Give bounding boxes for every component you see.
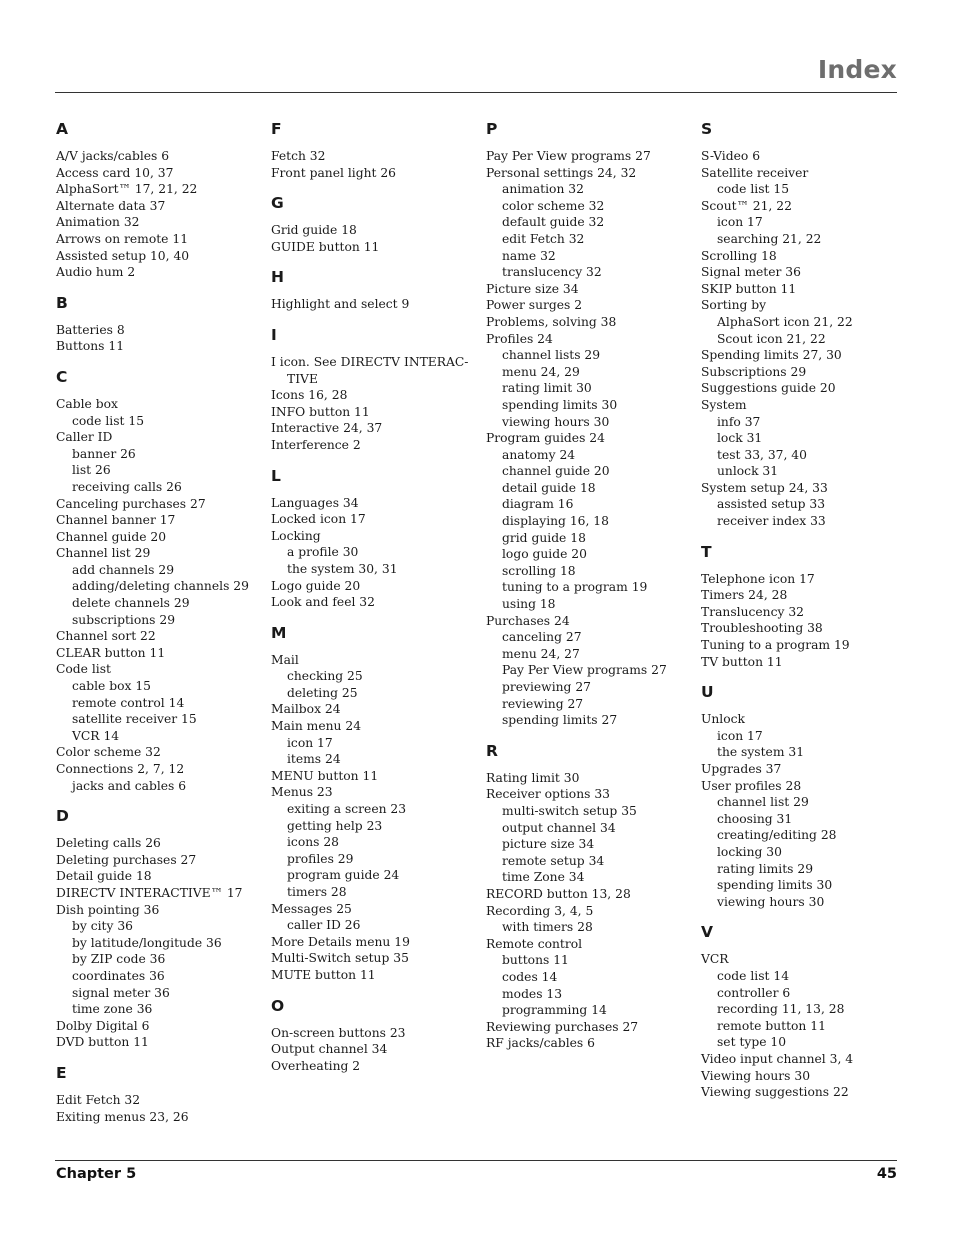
index-section [271,624,476,984]
index-subentry: color scheme 32 [502,198,605,213]
index-entry: INFO button 11 [271,404,370,419]
index-entry: Channel list 29 [56,546,151,561]
index-subentry: output channel 34 [502,820,616,835]
index-subentry: delete channels 29 [72,596,190,611]
index-entry: Sorting by [701,298,767,313]
footer-chapter: Chapter 5 [56,1166,137,1182]
index-subentry: code list 15 [72,413,145,428]
index-subentry: diagram 16 [502,497,574,512]
entry-list [271,296,476,313]
index-section [486,120,691,729]
entry-list [56,148,261,281]
index-entry: Dolby Digital 6 [56,1018,150,1033]
index-entry: Main menu 24 [271,719,362,734]
index-entry: SKIP button 11 [701,281,797,296]
index-subentry: timers 28 [287,885,347,899]
section-letter: C [56,367,68,386]
index-section [701,120,906,530]
index-entry: Channel sort 22 [56,629,156,644]
index-section [56,368,261,794]
index-entry: Exiting menus 23, 26 [56,1109,189,1124]
section-letter: A [56,120,68,138]
index-subentry: using 18 [502,597,556,612]
index-entry: Rating limit 30 [486,770,580,785]
index-entry: Scout™ 21, 22 [701,198,792,213]
index-entry: Assisted setup 10, 40 [56,248,190,263]
index-subentry: a profile 30 [287,545,359,560]
index-entry: Deleting calls 26 [56,836,161,851]
index-section [56,294,261,355]
entry-list [701,951,906,1100]
index-subentry: animation 32 [502,182,584,197]
index-subentry: by latitude/longitude 36 [72,935,222,950]
index-subentry: checking 25 [287,669,363,684]
section-letter: E [56,1063,67,1082]
index-section [271,268,476,313]
index-entry: Timers 24, 28 [701,588,788,603]
index-entry: Satellite receiver [701,165,809,180]
index-subentry: icon 17 [717,215,763,230]
index-entry: Mailbox 24 [271,702,341,717]
index-subentry: modes 13 [502,986,563,1001]
footer-page-number: 45 [876,1166,897,1182]
index-subentry: by ZIP code 36 [72,952,166,967]
index-column-1 [56,120,261,1125]
index-subentry: remote control 14 [72,695,185,710]
index-column-4 [701,120,906,1101]
index-entry: Subscriptions 29 [701,364,807,379]
index-entry: Overheating 2 [271,1058,361,1073]
index-subentry: tuning to a program 19 [502,580,648,595]
index-subentry: program guide 24 [287,868,400,883]
index-subentry: viewing hours 30 [717,894,825,909]
index-entry: Upgrades 37 [701,762,782,776]
footer-rule [55,1160,897,1161]
index-subentry: channel lists 29 [502,348,601,363]
index-entry: Video input channel 3, 4 [701,1051,854,1066]
index-entry: Profiles 24 [486,331,553,346]
index-subentry: with timers 28 [502,920,593,935]
index-subentry: spending limits 30 [502,397,618,412]
section-letter: G [271,194,284,213]
index-entry: DIRECTV INTERACTIVE™ 17 [56,885,243,900]
index-subentry: choosing 31 [717,811,793,826]
index-section [271,194,476,255]
index-subentry: canceling 27 [502,630,582,645]
index-entry: Personal settings 24, 32 [486,165,637,180]
index-entry: Spending limits 27, 30 [701,348,842,363]
index-entry: Edit Fetch 32 [56,1092,141,1107]
index-subentry: scrolling 18 [502,563,576,578]
index-subentry: coordinates 36 [72,968,165,983]
entry-list [701,571,906,671]
index-entry: TIVE [287,371,318,386]
index-subentry: getting help 23 [287,818,383,833]
index-entry: I icon. See DIRECTV INTERAC- [271,354,469,369]
index-subentry: exiting a screen 23 [287,802,407,817]
index-subentry: icon 17 [287,735,333,750]
index-subentry: spending limits 30 [717,878,833,893]
index-entry: Output channel 34 [271,1042,388,1057]
index-subentry: list 26 [72,463,111,478]
index-subentry: unlock 31 [717,464,779,479]
index-entry: RECORD button 13, 28 [486,886,631,901]
entry-list [701,711,906,910]
index-subentry: signal meter 36 [72,985,170,1000]
index-subentry: searching 21, 22 [717,231,822,246]
index-entry: Front panel light 26 [271,165,396,180]
index-entry: Access card 10, 37 [56,165,174,180]
index-entry: Suggestions guide 20 [701,381,836,396]
index-entry: Unlock [701,712,745,727]
index-section [56,1064,261,1125]
section-letter: B [56,293,68,312]
index-entry: MUTE button 11 [271,967,376,982]
index-entry: Power surges 2 [486,298,583,313]
index-subentry: reviewing 27 [502,696,584,711]
section-letter: R [486,741,498,760]
entry-list [486,148,691,729]
index-subentry: buttons 11 [502,953,569,968]
index-entry: Viewing hours 30 [701,1068,811,1083]
entry-list [271,495,476,611]
index-entry: On-screen buttons 23 [271,1025,406,1040]
index-subentry: icon 17 [717,728,763,743]
index-subentry: Pay Per View programs 27 [502,663,667,678]
section-letter: V [701,923,713,942]
index-subentry: code list 15 [717,182,790,197]
index-column-3 [486,120,691,1052]
index-subentry: icons 28 [287,835,340,850]
index-entry: Fetch 32 [271,149,326,163]
index-entry: Languages 34 [271,495,359,510]
index-entry: More Details menu 19 [271,934,410,949]
index-subentry: test 33, 37, 40 [717,447,807,462]
index-subentry: creating/editing 28 [717,828,837,843]
index-subentry: grid guide 18 [502,530,586,545]
index-entry: Picture size 34 [486,281,579,296]
section-letter: D [56,807,69,826]
index-subentry: recording 11, 13, 28 [717,1002,845,1017]
index-section [271,120,476,181]
index-entry: Mail [271,652,299,667]
index-subentry: displaying 16, 18 [502,514,609,529]
index-entry: Reviewing purchases 27 [486,1019,639,1034]
index-subentry: lock 31 [717,431,763,446]
index-entry: Locked icon 17 [271,512,366,527]
index-entry: Detail guide 18 [56,869,152,884]
index-subentry: cable box 15 [72,679,151,694]
section-letter: M [271,623,287,642]
index-entry: Channel guide 20 [56,529,167,544]
index-subentry: channel guide 20 [502,464,610,479]
index-subentry: by city 36 [72,919,133,934]
index-subentry: anatomy 24 [502,447,576,462]
index-subentry: time zone 36 [72,1002,153,1017]
entry-list [56,396,261,794]
index-entry: CLEAR button 11 [56,645,166,660]
index-subentry: translucency 32 [502,265,602,280]
index-subentry: profiles 29 [287,851,354,866]
section-letter: I [271,325,277,344]
index-entry: TV button 11 [701,654,783,669]
entry-list [271,652,476,984]
index-entry: Code list [56,662,111,677]
page-title: Index [817,55,897,84]
index-entry: Interference 2 [271,437,361,452]
index-entry: AlphaSort™ 17, 21, 22 [56,182,198,197]
entry-list [271,222,476,255]
index-entry: Animation 32 [56,215,140,230]
index-subentry: locking 30 [717,844,782,859]
index-subentry: receiver index 33 [717,514,826,529]
index-entry: Messages 25 [271,901,352,916]
index-subentry: default guide 32 [502,215,605,230]
entry-list [56,322,261,355]
index-entry: Tuning to a program 19 [701,638,850,653]
index-entry: Channel banner 17 [56,513,176,528]
index-entry: VCR [701,952,729,967]
index-subentry: adding/deleting channels 29 [72,579,249,594]
index-subentry: rating limits 29 [717,861,814,876]
index-subentry: Scout icon 21, 22 [717,331,826,346]
index-subentry: remote button 11 [717,1018,826,1033]
index-subentry: detail guide 18 [502,480,596,495]
index-entry: Audio hum 2 [56,265,136,280]
entry-list [271,354,476,454]
index-subentry: logo guide 20 [502,547,587,562]
index-subentry: satellite receiver 15 [72,712,197,727]
index-subentry: menu 24, 29 [502,364,580,379]
index-entry: Look and feel 32 [271,595,375,610]
index-entry: Translucency 32 [701,604,804,619]
index-entry: Highlight and select 9 [271,297,410,312]
index-entry: Grid guide 18 [271,223,357,238]
index-entry: Remote control [486,936,583,951]
index-subentry: time Zone 34 [502,870,585,885]
index-subentry: remote setup 34 [502,853,605,868]
index-entry: Canceling purchases 27 [56,496,206,511]
index-subentry: channel list 29 [717,795,809,810]
index-entry: Batteries 8 [56,322,125,337]
index-subentry: add channels 29 [72,562,175,577]
index-subentry: AlphaSort icon 21, 22 [717,314,853,329]
index-subentry: programming 14 [502,1003,607,1018]
index-subentry: multi-switch setup 35 [502,803,637,818]
section-letter: U [701,683,714,702]
index-entry: Caller ID [56,430,113,445]
index-section [486,742,691,1052]
index-entry: MENU button 11 [271,768,379,783]
index-entry: Icons 16, 28 [271,388,348,403]
index-subentry: codes 14 [502,969,558,984]
index-entry: Deleting purchases 27 [56,852,197,867]
index-subentry: set type 10 [717,1035,787,1050]
index-subentry: code list 14 [717,968,790,983]
index-subentry: previewing 27 [502,680,591,694]
index-subentry: the system 30, 31 [287,561,398,576]
index-subentry: edit Fetch 32 [502,231,585,246]
index-subentry: name 32 [502,248,556,263]
index-section [271,326,476,454]
index-subentry: caller ID 26 [287,918,361,933]
index-entry: A/V jacks/cables 6 [56,149,170,163]
index-entry: Troubleshooting 38 [701,621,823,636]
index-subentry: picture size 34 [502,837,595,852]
index-subentry: jacks and cables 6 [72,778,187,793]
index-entry: Locking [271,528,321,543]
section-letter: O [271,996,285,1015]
index-entry: Color scheme 32 [56,745,161,760]
index-entry: Menus 23 [271,785,333,800]
index-subentry: assisted setup 33 [717,497,826,512]
section-letter: P [486,120,498,138]
index-entry: Problems, solving 38 [486,314,617,329]
section-letter: S [701,120,713,138]
index-subentry: spending limits 27 [502,713,618,728]
index-section [56,120,261,281]
index-subentry: items 24 [287,752,341,767]
index-entry: DVD button 11 [56,1035,149,1050]
index-entry: System setup 24, 33 [701,480,828,495]
index-column-2 [271,120,476,1074]
index-subentry: viewing hours 30 [502,414,610,429]
index-section [271,997,476,1075]
index-subentry: menu 24, 27 [502,646,580,661]
index-entry: Receiver options 33 [486,787,610,802]
entry-list [56,835,261,1051]
index-entry: System [701,397,747,412]
entry-list [271,148,476,181]
index-entry: Logo guide 20 [271,578,361,593]
index-entry: Scrolling 18 [701,248,777,263]
index-section [56,807,261,1051]
entry-list [56,1092,261,1125]
index-entry: Multi-Switch setup 35 [271,951,409,966]
entry-list [701,148,906,530]
index-entry: Dish pointing 36 [56,902,160,917]
index-subentry: banner 26 [72,446,136,461]
index-section [701,683,906,910]
index-entry: Connections 2, 7, 12 [56,762,185,776]
index-entry: Interactive 24, 37 [271,421,383,436]
section-letter: H [271,268,284,287]
index-section [701,543,906,671]
index-subentry: VCR 14 [72,728,120,743]
section-letter: L [271,466,281,485]
index-entry: User profiles 28 [701,778,802,793]
index-entry: Recording 3, 4, 5 [486,903,594,918]
index-subentry: controller 6 [717,985,791,1000]
index-entry: Signal meter 36 [701,265,801,280]
index-entry: GUIDE button 11 [271,239,380,254]
index-subentry: receiving calls 26 [72,479,182,494]
index-subentry: info 37 [717,414,761,429]
index-entry: Alternate data 37 [56,198,166,213]
index-entry: Viewing suggestions 22 [701,1085,849,1100]
index-section [701,923,906,1100]
section-letter: T [701,542,712,561]
index-subentry: the system 31 [717,745,805,760]
index-entry: S-Video 6 [701,149,761,163]
index-section [271,467,476,611]
entry-list [486,770,691,1052]
index-entry: Purchases 24 [486,613,570,628]
index-entry: RF jacks/cables 6 [486,1036,595,1051]
index-entry: Program guides 24 [486,431,605,446]
index-subentry: subscriptions 29 [72,612,176,627]
index-entry: Telephone icon 17 [701,571,815,586]
index-subentry: rating limit 30 [502,381,592,396]
index-entry: Buttons 11 [56,339,125,354]
index-entry: Pay Per View programs 27 [486,149,651,163]
section-letter: F [271,120,282,138]
index-entry: Cable box [56,396,118,411]
index-entry: Arrows on remote 11 [56,231,189,246]
entry-list [271,1025,476,1075]
index-subentry: deleting 25 [287,685,358,700]
